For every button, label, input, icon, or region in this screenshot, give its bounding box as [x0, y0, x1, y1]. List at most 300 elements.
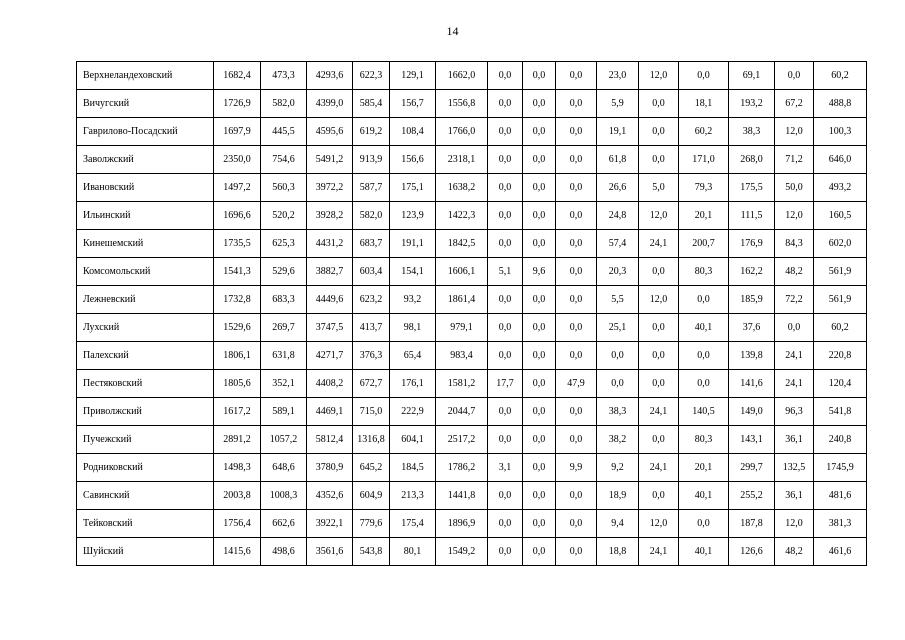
value-cell: 543,8: [353, 538, 390, 566]
value-cell: 481,6: [814, 482, 867, 510]
value-cell: 662,6: [261, 510, 307, 538]
value-cell: 604,9: [353, 482, 390, 510]
value-cell: 47,9: [556, 370, 597, 398]
value-cell: 50,0: [775, 174, 814, 202]
value-cell: 5491,2: [307, 146, 353, 174]
value-cell: 5,5: [597, 286, 639, 314]
value-cell: 79,3: [679, 174, 729, 202]
value-cell: 184,5: [390, 454, 436, 482]
value-cell: 17,7: [488, 370, 523, 398]
value-cell: 38,3: [597, 398, 639, 426]
value-cell: 1556,8: [436, 90, 488, 118]
value-cell: 520,2: [261, 202, 307, 230]
value-cell: 156,6: [390, 146, 436, 174]
value-cell: 1415,6: [214, 538, 261, 566]
value-cell: 24,1: [775, 370, 814, 398]
value-cell: 71,2: [775, 146, 814, 174]
value-cell: 683,3: [261, 286, 307, 314]
value-cell: 98,1: [390, 314, 436, 342]
value-cell: 0,0: [523, 538, 556, 566]
value-cell: 0,0: [523, 202, 556, 230]
table-row: [77, 230, 867, 258]
value-cell: 4271,7: [307, 342, 353, 370]
value-cell: 9,4: [597, 510, 639, 538]
value-cell: 269,7: [261, 314, 307, 342]
value-cell: 0,0: [556, 286, 597, 314]
table-row: [77, 202, 867, 230]
value-cell: 0,0: [679, 510, 729, 538]
value-cell: 160,5: [814, 202, 867, 230]
table-row: [77, 62, 867, 90]
value-cell: 381,3: [814, 510, 867, 538]
value-cell: 38,3: [729, 118, 775, 146]
value-cell: 20,3: [597, 258, 639, 286]
table-row: [77, 286, 867, 314]
value-cell: 0,0: [523, 342, 556, 370]
value-cell: 0,0: [488, 62, 523, 90]
value-cell: 3972,2: [307, 174, 353, 202]
value-cell: 648,6: [261, 454, 307, 482]
value-cell: 60,2: [814, 314, 867, 342]
value-cell: 0,0: [639, 426, 679, 454]
value-cell: 23,0: [597, 62, 639, 90]
value-cell: 48,2: [775, 258, 814, 286]
value-cell: 0,0: [523, 426, 556, 454]
value-cell: 1697,9: [214, 118, 261, 146]
value-cell: 602,0: [814, 230, 867, 258]
value-cell: 3882,7: [307, 258, 353, 286]
value-cell: 139,8: [729, 342, 775, 370]
value-cell: 220,8: [814, 342, 867, 370]
value-cell: 2350,0: [214, 146, 261, 174]
value-cell: 4399,0: [307, 90, 353, 118]
value-cell: 0,0: [523, 146, 556, 174]
value-cell: 2003,8: [214, 482, 261, 510]
value-cell: 141,6: [729, 370, 775, 398]
value-cell: 40,1: [679, 538, 729, 566]
value-cell: 0,0: [523, 314, 556, 342]
value-cell: 0,0: [556, 426, 597, 454]
district-name-cell: Тейковский: [77, 510, 214, 538]
value-cell: 672,7: [353, 370, 390, 398]
district-name-cell: Палехский: [77, 342, 214, 370]
value-cell: 622,3: [353, 62, 390, 90]
value-cell: 0,0: [488, 342, 523, 370]
value-cell: 0,0: [523, 482, 556, 510]
table-row: [77, 538, 867, 566]
value-cell: 0,0: [556, 258, 597, 286]
value-cell: 143,1: [729, 426, 775, 454]
value-cell: 72,2: [775, 286, 814, 314]
value-cell: 0,0: [597, 342, 639, 370]
value-cell: 0,0: [556, 482, 597, 510]
value-cell: 1498,3: [214, 454, 261, 482]
value-cell: 0,0: [523, 62, 556, 90]
value-cell: 3928,2: [307, 202, 353, 230]
value-cell: 561,9: [814, 258, 867, 286]
value-cell: 9,6: [523, 258, 556, 286]
district-name-cell: Вичугский: [77, 90, 214, 118]
value-cell: 1541,3: [214, 258, 261, 286]
value-cell: 1726,9: [214, 90, 261, 118]
value-cell: 493,2: [814, 174, 867, 202]
value-cell: 561,9: [814, 286, 867, 314]
value-cell: 1861,4: [436, 286, 488, 314]
value-cell: 0,0: [639, 342, 679, 370]
value-cell: 0,0: [488, 118, 523, 146]
table-row: [77, 370, 867, 398]
value-cell: 4595,6: [307, 118, 353, 146]
table-row: [77, 258, 867, 286]
value-cell: 191,1: [390, 230, 436, 258]
value-cell: 715,0: [353, 398, 390, 426]
value-cell: 3561,6: [307, 538, 353, 566]
value-cell: 0,0: [488, 510, 523, 538]
value-cell: 96,3: [775, 398, 814, 426]
value-cell: 541,8: [814, 398, 867, 426]
value-cell: 1057,2: [261, 426, 307, 454]
value-cell: 560,3: [261, 174, 307, 202]
value-cell: 0,0: [523, 454, 556, 482]
value-cell: 1682,4: [214, 62, 261, 90]
value-cell: 3,1: [488, 454, 523, 482]
value-cell: 12,0: [775, 118, 814, 146]
table-row: [77, 342, 867, 370]
value-cell: 5,1: [488, 258, 523, 286]
value-cell: 4352,6: [307, 482, 353, 510]
value-cell: 100,3: [814, 118, 867, 146]
value-cell: 0,0: [597, 370, 639, 398]
value-cell: 40,1: [679, 482, 729, 510]
value-cell: 0,0: [556, 90, 597, 118]
table-row: [77, 454, 867, 482]
value-cell: 1696,6: [214, 202, 261, 230]
value-cell: 0,0: [488, 398, 523, 426]
value-cell: 1662,0: [436, 62, 488, 90]
value-cell: 25,1: [597, 314, 639, 342]
value-cell: 84,3: [775, 230, 814, 258]
value-cell: 646,0: [814, 146, 867, 174]
value-cell: 40,1: [679, 314, 729, 342]
value-cell: 2891,2: [214, 426, 261, 454]
value-cell: 38,2: [597, 426, 639, 454]
value-cell: 4469,1: [307, 398, 353, 426]
table-row: [77, 510, 867, 538]
value-cell: 1606,1: [436, 258, 488, 286]
district-name-cell: Гаврилово-Посадский: [77, 118, 214, 146]
value-cell: 0,0: [523, 286, 556, 314]
value-cell: 0,0: [488, 426, 523, 454]
value-cell: 4293,6: [307, 62, 353, 90]
value-cell: 255,2: [729, 482, 775, 510]
value-cell: 1617,2: [214, 398, 261, 426]
value-cell: 1805,6: [214, 370, 261, 398]
value-cell: 604,1: [390, 426, 436, 454]
value-cell: 0,0: [679, 342, 729, 370]
value-cell: 0,0: [639, 118, 679, 146]
table-row: [77, 174, 867, 202]
value-cell: 0,0: [523, 398, 556, 426]
value-cell: 587,7: [353, 174, 390, 202]
value-cell: 589,1: [261, 398, 307, 426]
value-cell: 36,1: [775, 482, 814, 510]
value-cell: 299,7: [729, 454, 775, 482]
value-cell: 983,4: [436, 342, 488, 370]
value-cell: 1842,5: [436, 230, 488, 258]
value-cell: 240,8: [814, 426, 867, 454]
value-cell: 0,0: [523, 174, 556, 202]
value-cell: 18,9: [597, 482, 639, 510]
value-cell: 0,0: [523, 370, 556, 398]
value-cell: 65,4: [390, 342, 436, 370]
value-cell: 0,0: [523, 118, 556, 146]
value-cell: 0,0: [775, 314, 814, 342]
table-row: [77, 90, 867, 118]
value-cell: 1745,9: [814, 454, 867, 482]
value-cell: 0,0: [523, 230, 556, 258]
value-cell: 12,0: [639, 62, 679, 90]
district-name-cell: Родниковский: [77, 454, 214, 482]
district-name-cell: Шуйский: [77, 538, 214, 566]
value-cell: 132,5: [775, 454, 814, 482]
district-name-cell: Комсомольский: [77, 258, 214, 286]
value-cell: 1735,5: [214, 230, 261, 258]
value-cell: 24,8: [597, 202, 639, 230]
value-cell: 12,0: [775, 202, 814, 230]
value-cell: 24,1: [639, 454, 679, 482]
value-cell: 0,0: [488, 314, 523, 342]
value-cell: 149,0: [729, 398, 775, 426]
value-cell: 352,1: [261, 370, 307, 398]
value-cell: 80,3: [679, 426, 729, 454]
value-cell: 111,5: [729, 202, 775, 230]
value-cell: 26,6: [597, 174, 639, 202]
value-cell: 0,0: [775, 62, 814, 90]
table-row: [77, 426, 867, 454]
value-cell: 4431,2: [307, 230, 353, 258]
value-cell: 12,0: [775, 510, 814, 538]
value-cell: 0,0: [556, 118, 597, 146]
value-cell: 979,1: [436, 314, 488, 342]
value-cell: 61,8: [597, 146, 639, 174]
value-cell: 18,1: [679, 90, 729, 118]
value-cell: 0,0: [556, 538, 597, 566]
data-table: [76, 61, 867, 566]
value-cell: 222,9: [390, 398, 436, 426]
value-cell: 0,0: [556, 342, 597, 370]
value-cell: 376,3: [353, 342, 390, 370]
value-cell: 185,9: [729, 286, 775, 314]
value-cell: 1441,8: [436, 482, 488, 510]
value-cell: 0,0: [556, 398, 597, 426]
value-cell: 120,4: [814, 370, 867, 398]
value-cell: 0,0: [556, 146, 597, 174]
value-cell: 37,6: [729, 314, 775, 342]
district-name-cell: Кинешемский: [77, 230, 214, 258]
value-cell: 9,9: [556, 454, 597, 482]
value-cell: 582,0: [261, 90, 307, 118]
value-cell: 60,2: [814, 62, 867, 90]
value-cell: 1549,2: [436, 538, 488, 566]
value-cell: 1316,8: [353, 426, 390, 454]
value-cell: 1581,2: [436, 370, 488, 398]
value-cell: 24,1: [639, 230, 679, 258]
value-cell: 171,0: [679, 146, 729, 174]
table-row: [77, 146, 867, 174]
value-cell: 0,0: [639, 482, 679, 510]
value-cell: 12,0: [639, 202, 679, 230]
value-cell: 2318,1: [436, 146, 488, 174]
value-cell: 1732,8: [214, 286, 261, 314]
value-cell: 0,0: [488, 230, 523, 258]
value-cell: 913,9: [353, 146, 390, 174]
value-cell: 0,0: [556, 314, 597, 342]
value-cell: 0,0: [488, 482, 523, 510]
value-cell: 3747,5: [307, 314, 353, 342]
value-cell: 175,4: [390, 510, 436, 538]
value-cell: 619,2: [353, 118, 390, 146]
value-cell: 126,6: [729, 538, 775, 566]
value-cell: 4449,6: [307, 286, 353, 314]
value-cell: 683,7: [353, 230, 390, 258]
value-cell: 1896,9: [436, 510, 488, 538]
value-cell: 0,0: [556, 202, 597, 230]
value-cell: 12,0: [639, 286, 679, 314]
value-cell: 1766,0: [436, 118, 488, 146]
district-name-cell: Лухский: [77, 314, 214, 342]
district-name-cell: Пучежский: [77, 426, 214, 454]
value-cell: 445,5: [261, 118, 307, 146]
value-cell: 80,3: [679, 258, 729, 286]
value-cell: 603,4: [353, 258, 390, 286]
value-cell: 57,4: [597, 230, 639, 258]
value-cell: 1497,2: [214, 174, 261, 202]
value-cell: 12,0: [639, 510, 679, 538]
value-cell: 60,2: [679, 118, 729, 146]
value-cell: 645,2: [353, 454, 390, 482]
value-cell: 3780,9: [307, 454, 353, 482]
table-body: [77, 62, 867, 566]
value-cell: 1422,3: [436, 202, 488, 230]
value-cell: 0,0: [639, 90, 679, 118]
value-cell: 473,3: [261, 62, 307, 90]
value-cell: 2044,7: [436, 398, 488, 426]
table-row: [77, 482, 867, 510]
value-cell: 0,0: [523, 510, 556, 538]
district-name-cell: Заволжский: [77, 146, 214, 174]
value-cell: 0,0: [556, 174, 597, 202]
value-cell: 175,5: [729, 174, 775, 202]
value-cell: 140,5: [679, 398, 729, 426]
value-cell: 20,1: [679, 454, 729, 482]
value-cell: 3922,1: [307, 510, 353, 538]
value-cell: 0,0: [488, 202, 523, 230]
value-cell: 0,0: [488, 286, 523, 314]
value-cell: 24,1: [639, 538, 679, 566]
table-row: [77, 314, 867, 342]
value-cell: 69,1: [729, 62, 775, 90]
value-cell: 2517,2: [436, 426, 488, 454]
value-cell: 4408,2: [307, 370, 353, 398]
value-cell: 175,1: [390, 174, 436, 202]
value-cell: 625,3: [261, 230, 307, 258]
value-cell: 0,0: [488, 90, 523, 118]
district-name-cell: Савинский: [77, 482, 214, 510]
value-cell: 1529,6: [214, 314, 261, 342]
district-name-cell: Ильинский: [77, 202, 214, 230]
value-cell: 0,0: [679, 286, 729, 314]
value-cell: 20,1: [679, 202, 729, 230]
value-cell: 154,1: [390, 258, 436, 286]
value-cell: 268,0: [729, 146, 775, 174]
value-cell: 461,6: [814, 538, 867, 566]
value-cell: 200,7: [679, 230, 729, 258]
value-cell: 19,1: [597, 118, 639, 146]
value-cell: 779,6: [353, 510, 390, 538]
value-cell: 488,8: [814, 90, 867, 118]
value-cell: 0,0: [523, 90, 556, 118]
value-cell: 213,3: [390, 482, 436, 510]
value-cell: 24,1: [639, 398, 679, 426]
value-cell: 0,0: [488, 174, 523, 202]
value-cell: 5,9: [597, 90, 639, 118]
value-cell: 1806,1: [214, 342, 261, 370]
district-name-cell: Приволжский: [77, 398, 214, 426]
value-cell: 176,9: [729, 230, 775, 258]
value-cell: 1786,2: [436, 454, 488, 482]
value-cell: 498,6: [261, 538, 307, 566]
value-cell: 0,0: [639, 258, 679, 286]
value-cell: 0,0: [639, 314, 679, 342]
value-cell: 9,2: [597, 454, 639, 482]
value-cell: 0,0: [556, 62, 597, 90]
value-cell: 1008,3: [261, 482, 307, 510]
value-cell: 582,0: [353, 202, 390, 230]
table-row: [77, 118, 867, 146]
value-cell: 36,1: [775, 426, 814, 454]
district-name-cell: Пестяковский: [77, 370, 214, 398]
district-name-cell: Лежневский: [77, 286, 214, 314]
value-cell: 585,4: [353, 90, 390, 118]
value-cell: 1756,4: [214, 510, 261, 538]
value-cell: 24,1: [775, 342, 814, 370]
value-cell: 80,1: [390, 538, 436, 566]
value-cell: 108,4: [390, 118, 436, 146]
value-cell: 93,2: [390, 286, 436, 314]
value-cell: 129,1: [390, 62, 436, 90]
value-cell: 5812,4: [307, 426, 353, 454]
value-cell: 623,2: [353, 286, 390, 314]
value-cell: 0,0: [556, 230, 597, 258]
value-cell: 187,8: [729, 510, 775, 538]
value-cell: 0,0: [679, 62, 729, 90]
value-cell: 18,8: [597, 538, 639, 566]
district-name-cell: Верхнеландеховский: [77, 62, 214, 90]
value-cell: 1638,2: [436, 174, 488, 202]
value-cell: 5,0: [639, 174, 679, 202]
value-cell: 0,0: [556, 510, 597, 538]
value-cell: 0,0: [639, 146, 679, 174]
value-cell: 754,6: [261, 146, 307, 174]
value-cell: 67,2: [775, 90, 814, 118]
value-cell: 193,2: [729, 90, 775, 118]
value-cell: 156,7: [390, 90, 436, 118]
value-cell: 0,0: [639, 370, 679, 398]
value-cell: 413,7: [353, 314, 390, 342]
page-number: 14: [446, 24, 459, 38]
table-row: [77, 398, 867, 426]
value-cell: 48,2: [775, 538, 814, 566]
